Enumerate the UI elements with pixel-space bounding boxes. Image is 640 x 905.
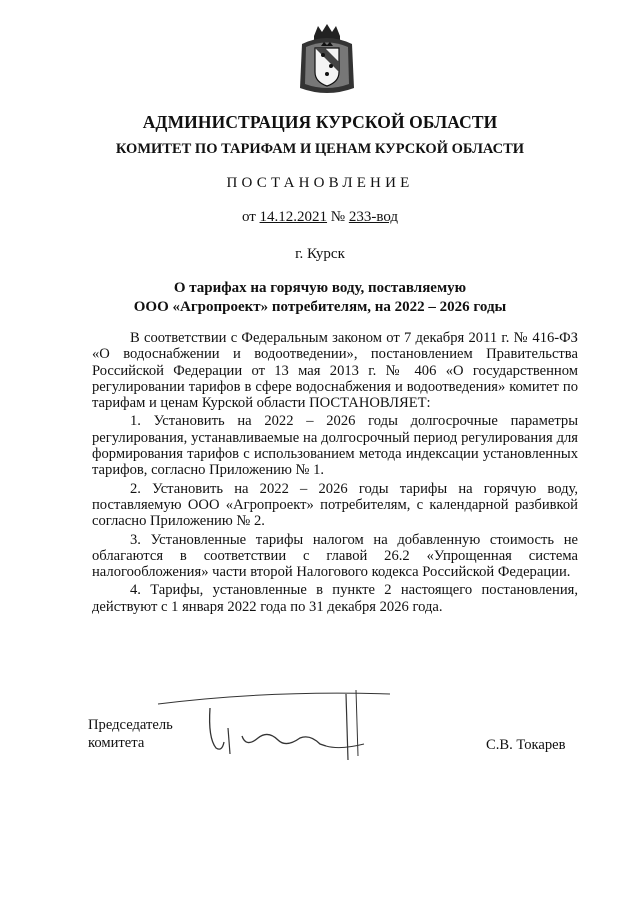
handwritten-signature <box>150 688 400 768</box>
signatory-title-line-2: комитета <box>88 735 145 751</box>
signatory-name: С.В. Токарев <box>486 737 566 753</box>
committee-name: КОМИТЕТ ПО ТАРИФАМ И ЦЕНАМ КУРСКОЙ ОБЛАСТИ <box>115 141 525 157</box>
document-date: 14.12.2021 <box>259 209 328 225</box>
number-sign: № <box>330 209 346 225</box>
coat-of-arms-icon <box>296 22 358 98</box>
document-number: 233-вод <box>348 209 399 225</box>
signatory-title-line-1: Председатель <box>88 717 173 733</box>
date-prefix: от <box>241 209 256 225</box>
item-1-paragraph: 1. Установить на 2022 – 2026 годы долгосрочные параметры регулирования, устанавливаемые на долгосрочный период регулирования для формирования тарифов с использованием метода индексации установленных тарифов, согласно Приложению № 1. <box>92 413 578 479</box>
date-number-line <box>0 209 640 226</box>
subject-line-1: О тарифах на горячую воду, поставляемую <box>173 280 467 296</box>
item-2-paragraph: 2. Установить на 2022 – 2026 годы тарифы на горячую воду, поставляемую ООО «Агропроект» потребителям, с календарной разбивкой согласно Приложению № 2. <box>92 480 578 530</box>
city: г. Курск <box>295 246 345 262</box>
document-subject <box>0 279 640 317</box>
organization-name: АДМИНИСТРАЦИЯ КУРСКОЙ ОБЛАСТИ <box>142 112 498 132</box>
document-type: ПОСТАНОВЛЕНИЕ <box>226 175 414 191</box>
preamble-paragraph: В соответствии с Федеральным законом от 7 декабря 2011 г. № 416-ФЗ «О водоснабжении и водоотведении», постановлением Правительства Российской Федерации от 13 мая 2013 г. № 406 «О государственном регулировании тарифов в сфере водоснабжения и водоотведения» комитет по тарифам и ценам Курской области ПОСТАНОВЛЯЕТ: <box>92 330 578 412</box>
item-3-paragraph: 3. Установленные тарифы налогом на добавленную стоимость не облагаются в соответствии с главой 26.2 «Упрощенная система налогообложения» части второй Налогового кодекса Российской Федерации. <box>92 531 578 581</box>
document-body <box>92 330 578 615</box>
subject-line-2: ООО «Агропроект» потребителям, на 2022 – 2026 годы <box>133 299 507 315</box>
signatory-title <box>88 716 173 752</box>
item-4-paragraph: 4. Тарифы, установленные в пункте 2 настоящего постановления, действуют с 1 января 2022 года по 31 декабря 2026 года. <box>92 582 578 615</box>
